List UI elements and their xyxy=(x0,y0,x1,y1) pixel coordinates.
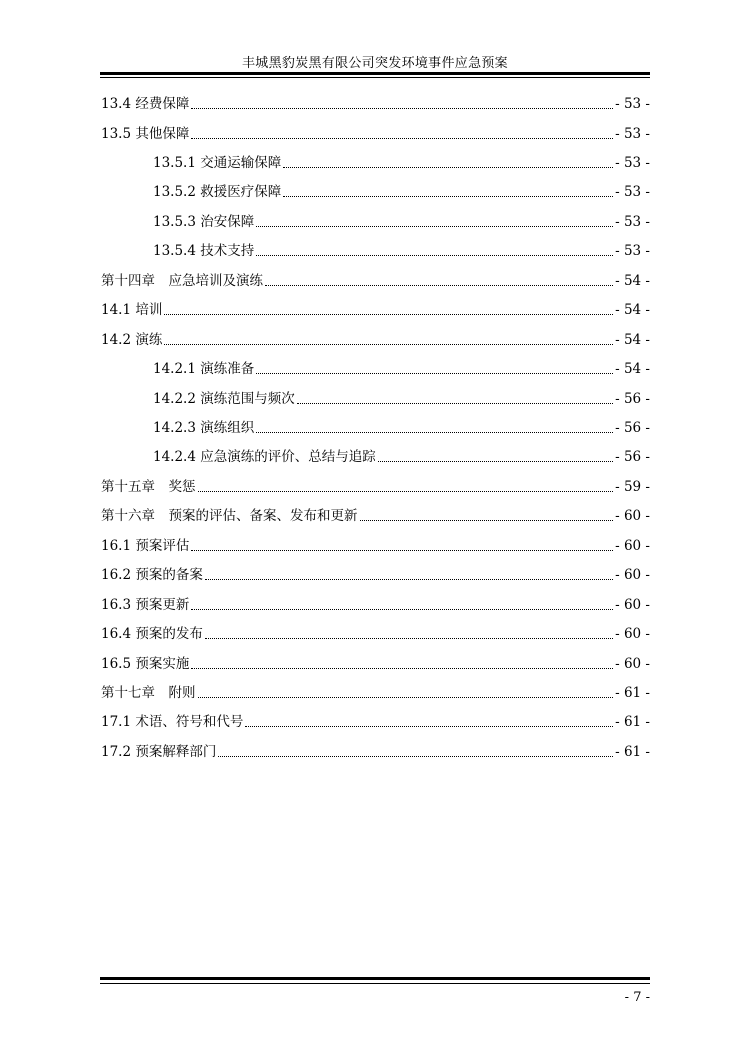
toc-entry[interactable] xyxy=(101,271,650,291)
toc-entry-page: - 54 - xyxy=(615,361,650,378)
toc-entry-label: 13.5.4 技术支持 xyxy=(153,243,255,260)
toc-dot-leader xyxy=(198,697,614,698)
toc-entry[interactable] xyxy=(101,595,650,615)
toc-entry-label: 14.2 演练 xyxy=(101,331,163,348)
toc-entry-label: 16.3 预案更新 xyxy=(101,596,190,613)
toc-dot-leader xyxy=(205,638,613,639)
toc-entry-label: 第十五章 奖惩 xyxy=(101,478,196,495)
toc-entry[interactable] xyxy=(101,683,650,703)
toc-entry-label: 14.2.4 应急演练的评价、总结与追踪 xyxy=(153,449,376,466)
toc-dot-leader xyxy=(283,196,613,197)
toc-entry[interactable] xyxy=(153,418,650,438)
toc-dot-leader xyxy=(283,167,613,168)
toc-entry-page: - 53 - xyxy=(615,243,650,260)
toc-dot-leader xyxy=(198,491,614,492)
toc-dot-leader xyxy=(191,108,613,109)
toc-entry-label: 14.2.1 演练准备 xyxy=(153,361,255,378)
toc-entry[interactable] xyxy=(101,624,650,644)
toc-entry-page: - 56 - xyxy=(615,449,650,466)
toc-entry-label: 16.5 预案实施 xyxy=(101,655,190,672)
toc-entry-page: - 56 - xyxy=(615,419,650,436)
toc-entry-page: - 60 - xyxy=(615,537,650,554)
toc-entry-page: - 54 - xyxy=(615,331,650,348)
toc-entry-label: 13.5.3 治安保障 xyxy=(153,213,255,230)
toc-dot-leader xyxy=(360,520,614,521)
toc-entry[interactable] xyxy=(153,447,650,467)
toc-entry[interactable] xyxy=(101,536,650,556)
toc-dot-leader xyxy=(256,373,613,374)
footer-rule-thin xyxy=(100,983,650,984)
toc-dot-leader xyxy=(191,668,613,669)
toc-entry[interactable] xyxy=(101,565,650,585)
toc-entry-label: 16.4 预案的发布 xyxy=(101,626,203,643)
toc-entry-page: - 60 - xyxy=(615,655,650,672)
toc-entry-label: 13.4 经费保障 xyxy=(101,96,190,112)
toc-entry-label: 17.1 术语、符号和代号 xyxy=(101,714,244,731)
toc-entry-page: - 59 - xyxy=(615,478,650,495)
toc-entry-label: 14.1 培训 xyxy=(101,302,163,319)
toc-entry-page: - 54 - xyxy=(615,272,650,289)
toc-dot-leader xyxy=(265,285,613,286)
toc-entry-label: 17.2 预案解释部门 xyxy=(101,743,217,760)
toc-entry[interactable] xyxy=(153,182,650,202)
toc-entry[interactable] xyxy=(153,212,650,232)
toc-entry-page: - 61 - xyxy=(615,743,650,760)
toc-entry[interactable] xyxy=(101,506,650,526)
toc-entry-label: 14.2.3 演练组织 xyxy=(153,419,255,436)
toc-dot-leader xyxy=(297,403,613,404)
toc-entry[interactable] xyxy=(101,712,650,732)
toc-dot-leader xyxy=(164,344,613,345)
toc-dot-leader xyxy=(245,726,613,727)
toc-dot-leader xyxy=(205,579,613,580)
toc-entry[interactable] xyxy=(101,300,650,320)
toc-entry-label: 14.2.2 演练范围与频次 xyxy=(153,390,295,407)
toc-entry-page: - 53 - xyxy=(615,96,650,112)
toc-entry-label: 第十七章 附则 xyxy=(101,685,196,701)
toc-dot-leader xyxy=(191,550,613,551)
toc-entry-page: - 53 - xyxy=(615,184,650,201)
toc-entry-label: 第十六章 预案的评估、备案、发布和更新 xyxy=(101,508,358,525)
toc-entry-page: - 60 - xyxy=(615,596,650,613)
toc-entry-page: - 53 - xyxy=(615,154,650,171)
toc-entry[interactable] xyxy=(101,124,650,144)
document-header-title: 丰城黑豹炭黑有限公司突发环境事件应急预案 xyxy=(241,56,508,71)
toc-entry-page: - 61 - xyxy=(615,685,650,701)
toc-dot-leader xyxy=(191,138,613,139)
toc-entry-label: 13.5 其他保障 xyxy=(101,125,190,142)
toc-entry-label: 13.5.1 交通运输保障 xyxy=(153,154,282,171)
toc-entry-page: - 53 - xyxy=(615,213,650,230)
toc-dot-leader xyxy=(164,314,613,315)
toc-dot-leader xyxy=(256,432,613,433)
toc-entry[interactable] xyxy=(153,153,650,173)
toc-entry[interactable] xyxy=(153,241,650,261)
toc-entry[interactable] xyxy=(153,359,650,379)
toc-entry-page: - 60 - xyxy=(615,567,650,584)
toc-dot-leader xyxy=(191,609,613,610)
toc-entry-page: - 60 - xyxy=(615,508,650,525)
toc-entry-label: 16.1 预案评估 xyxy=(101,537,190,554)
toc-entry-page: - 56 - xyxy=(615,390,650,407)
toc-entry-page: - 60 - xyxy=(615,626,650,643)
toc-entry-page: - 53 - xyxy=(615,125,650,142)
toc-entry-label: 13.5.2 救援医疗保障 xyxy=(153,184,282,201)
toc-dot-leader xyxy=(256,226,613,227)
toc-entry-page: - 61 - xyxy=(615,714,650,731)
toc-entry[interactable] xyxy=(101,654,650,674)
footer-rule-thick xyxy=(100,977,650,980)
toc-entry-label: 第十四章 应急培训及演练 xyxy=(101,272,263,289)
footer-page-number: - 7 - xyxy=(624,990,650,1005)
toc-dot-leader xyxy=(256,255,613,256)
toc-entry[interactable] xyxy=(101,94,650,114)
toc-entry[interactable] xyxy=(101,742,650,762)
toc-dot-leader xyxy=(218,756,613,757)
toc-entry-page: - 54 - xyxy=(615,302,650,319)
toc-entry[interactable] xyxy=(153,389,650,409)
toc-entry[interactable] xyxy=(101,330,650,350)
toc-dot-leader xyxy=(378,461,613,462)
toc-entry-label: 16.2 预案的备案 xyxy=(101,567,203,584)
toc-entry[interactable] xyxy=(101,477,650,497)
